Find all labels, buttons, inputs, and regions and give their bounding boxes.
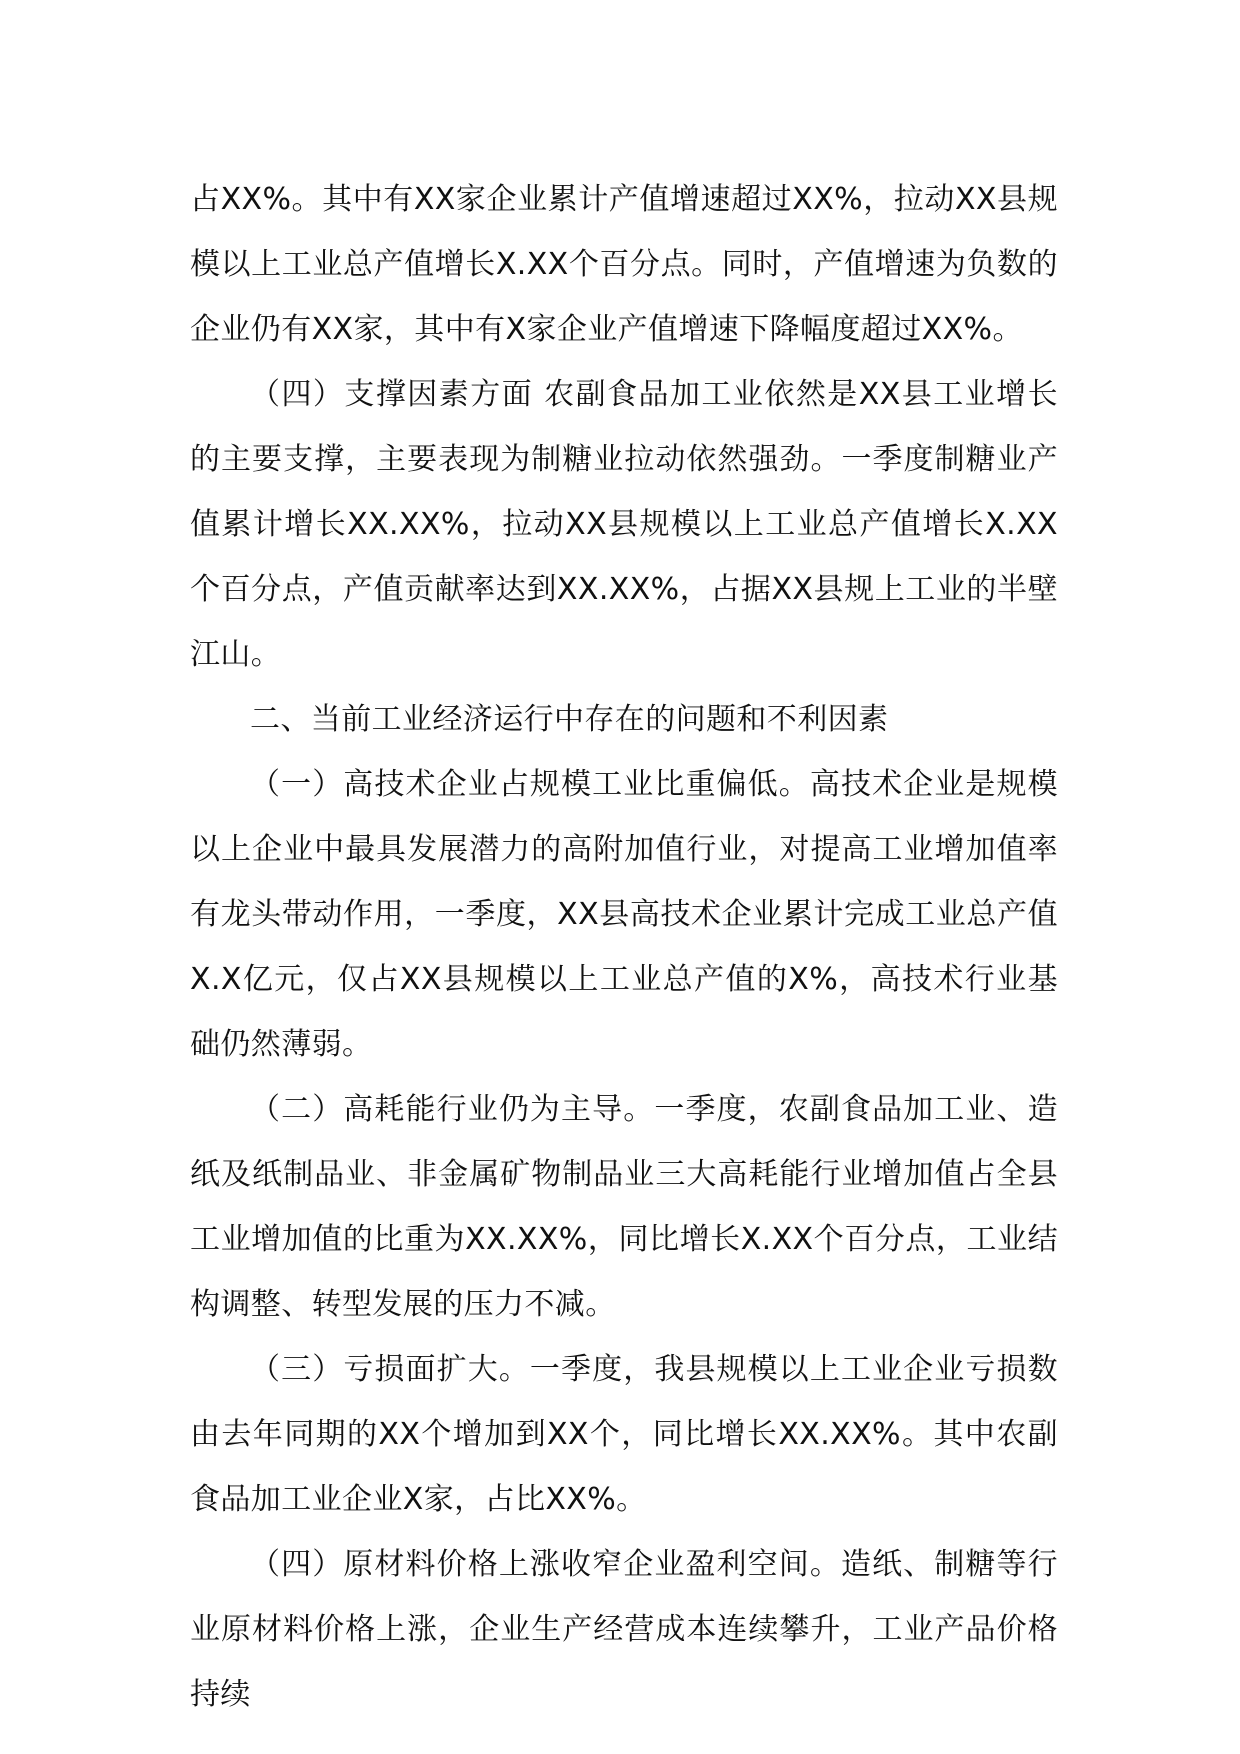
paragraph-raw-materials: （四）原材料价格上涨收窄企业盈利空间。造纸、制糖等行业原材料价格上涨，企业生产经营成本连续攀升，工业产品价格持续 xyxy=(190,1547,1058,1712)
paragraph-continuation: 占XX%。其中有XX家企业累计产值增速超过XX%，拉动XX县规模以上工业总产值增长X.XX个百分点。同时，产值增速为负数的企业仍有XX家，其中有X家企业产值增速下降幅度超过XX%。 xyxy=(190,182,1058,347)
document-page xyxy=(190,167,1058,1727)
paragraph-support-factors: （四）支撑因素方面 农副食品加工业依然是XX县工业增长的主要支撑，主要表现为制糖业拉动依然强劲。一季度制糖业产值累计增长XX.XX%，拉动XX县规模以上工业总产值增长X.XX个百分点，产值贡献率达到XX.XX%，占据XX县规上工业的半壁江山。 xyxy=(190,377,1058,672)
section-heading-problems: 二、当前工业经济运行中存在的问题和不利因素 xyxy=(250,702,889,737)
paragraph-losses: （三）亏损面扩大。一季度，我县规模以上工业企业亏损数由去年同期的XX个增加到XX个，同比增长XX.XX%。其中农副食品加工业企业X家，占比XX%。 xyxy=(190,1352,1058,1517)
paragraph-high-energy: （二）高耗能行业仍为主导。一季度，农副食品加工业、造纸及纸制品业、非金属矿物制品业三大高耗能行业增加值占全县工业增加值的比重为XX.XX%，同比增长X.XX个百分点，工业结构调整、转型发展的压力不减。 xyxy=(190,1092,1058,1322)
paragraph-high-tech: （一）高技术企业占规模工业比重偏低。高技术企业是规模以上企业中最具发展潜力的高附加值行业，对提高工业增加值率有龙头带动作用，一季度，XX县高技术企业累计完成工业总产值X.X亿元，仅占XX县规模以上工业总产值的X%，高技术行业基础仍然薄弱。 xyxy=(190,767,1058,1062)
